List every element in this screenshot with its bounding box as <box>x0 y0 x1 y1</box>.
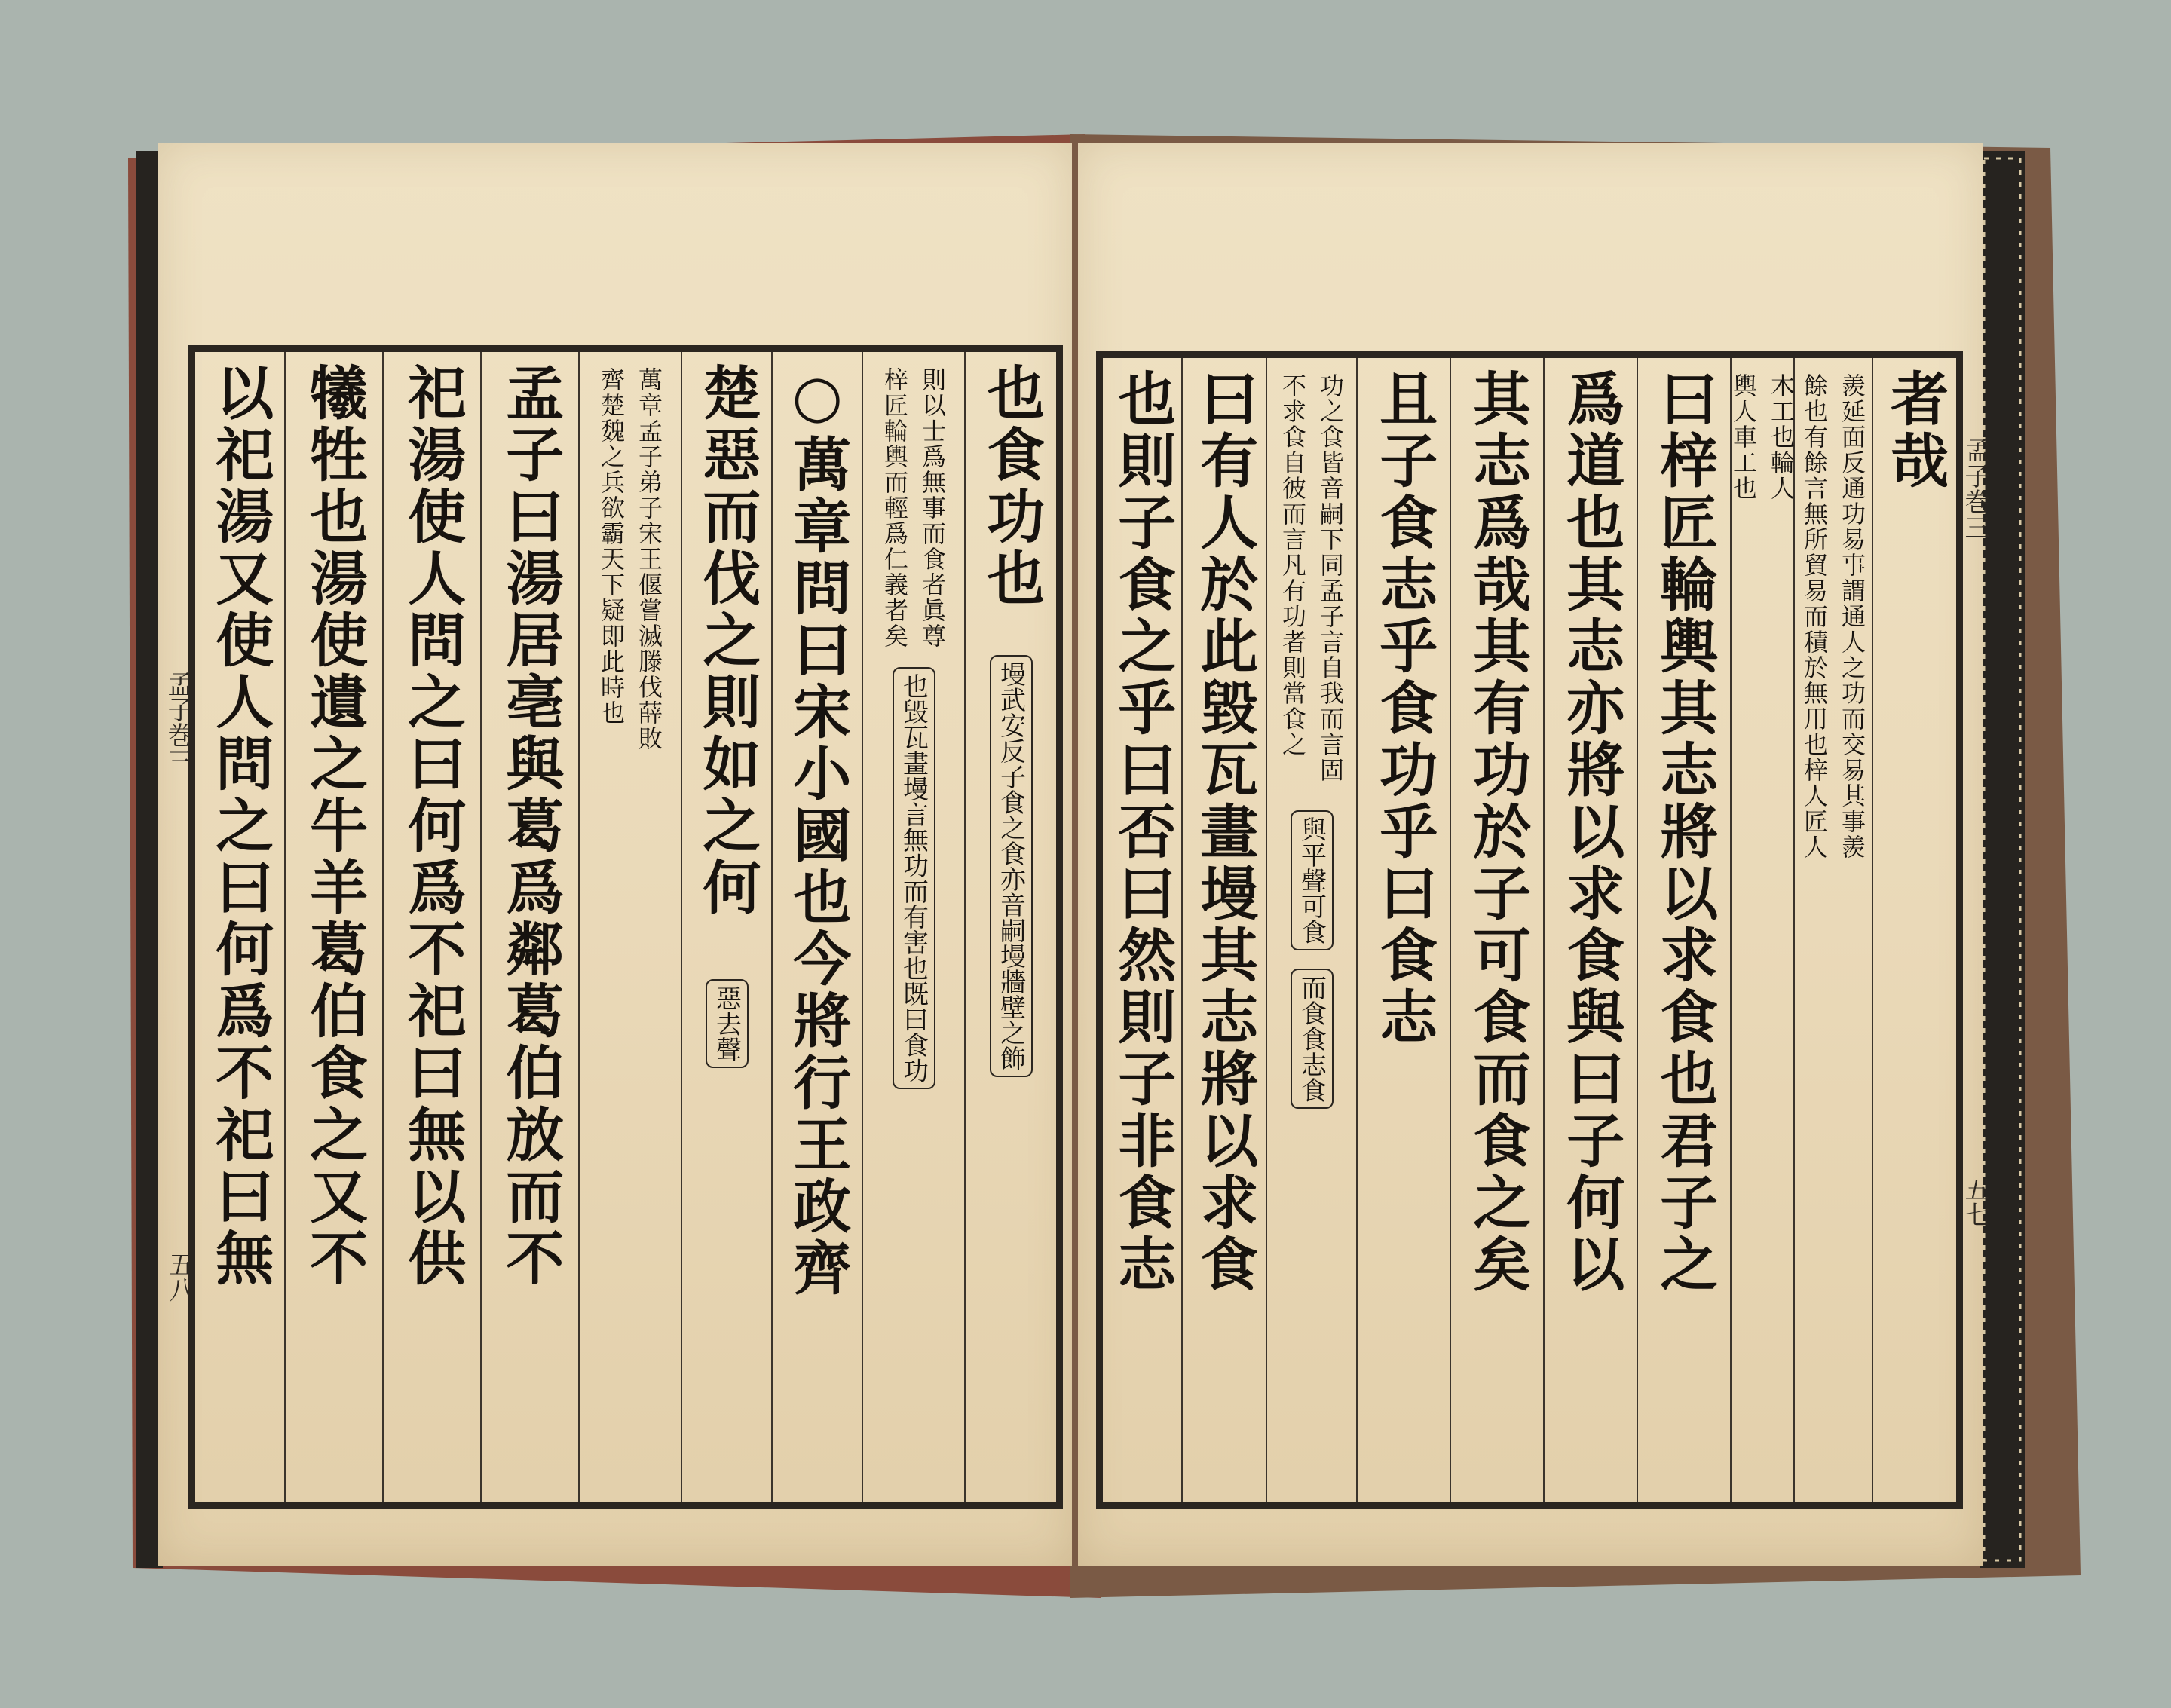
right-column-5 <box>1543 358 1637 1502</box>
note-pair <box>880 367 948 649</box>
right-column-10 <box>1103 358 1181 1502</box>
note-line: 梓匠輪輿而輕爲仁義者矣 <box>880 367 909 649</box>
right-column-7 <box>1356 358 1450 1502</box>
right-column-1 <box>1872 358 1956 1502</box>
main-text: 曰有人於此毀瓦畫墁其志將以求食 <box>1190 369 1259 1296</box>
note-line: 萬章孟子弟子宋王偃嘗滅滕伐薛敗 <box>635 367 663 751</box>
left-page <box>158 143 1072 1566</box>
note-line: 羨延面反通功易事謂通人之功而交易其事羨 <box>1838 373 1866 860</box>
note-line: 功之食皆音嗣下同孟子言自我而言固 <box>1316 373 1345 783</box>
left-text-frame <box>188 345 1063 1509</box>
right-text-frame <box>1096 351 1963 1509</box>
note-line: 木工也輪人 <box>1767 373 1796 501</box>
right-page <box>1078 143 1990 1566</box>
right-column-2 <box>1793 358 1872 1502</box>
right-column-6 <box>1450 358 1543 1502</box>
note-line: 則以士爲無事而食者眞尊 <box>918 367 947 649</box>
left-column-7 <box>382 352 480 1502</box>
main-text: 也食功也 <box>977 363 1046 610</box>
boxed-note: 與平聲可食 <box>1291 810 1334 950</box>
main-text: 且子食志乎食功乎曰食志 <box>1370 369 1438 1048</box>
main-text: 其志爲哉其有功於子可食而食之矣 <box>1463 369 1532 1296</box>
left-column-2 <box>862 352 964 1502</box>
left-column-3 <box>771 352 862 1502</box>
left-page-number: 五八 <box>164 1251 194 1302</box>
left-column-6 <box>480 352 578 1502</box>
left-column-8 <box>284 352 382 1502</box>
main-text: 者哉 <box>1881 369 1949 492</box>
right-page-number: 五七 <box>1960 1176 1990 1227</box>
main-text: 爲道也其志亦將以求食與曰子何以 <box>1557 369 1625 1296</box>
note-line: 餘也有餘言無所貿易而積於無用也梓人匠人 <box>1800 373 1829 860</box>
main-text: 祀湯使人問之曰何爲不祀曰無以供 <box>398 363 467 1290</box>
left-page-title-label: 孟子巻三 <box>163 671 193 773</box>
note-pair <box>1278 373 1346 783</box>
left-column-5 <box>578 352 681 1502</box>
left-column-1 <box>964 352 1056 1502</box>
boxed-note-continued: 而食食志食 <box>1291 969 1334 1109</box>
note-pair <box>1729 373 1796 501</box>
right-page-block <box>1980 151 2025 1568</box>
right-column-3 <box>1729 358 1796 1502</box>
main-text: 曰梓匠輪輿其志將以求食也君子之 <box>1650 369 1719 1296</box>
right-page-title-label: 孟子巻三 <box>1960 437 1990 540</box>
main-text: 也則子食之乎曰否曰然則子非食志 <box>1108 369 1177 1296</box>
left-column-9 <box>195 352 284 1502</box>
note-pair <box>1799 373 1867 860</box>
boxed-note: 也毀瓦畫墁言無功而有害也既曰食功 <box>893 667 935 1089</box>
right-column-9 <box>1181 358 1266 1502</box>
right-column-8 <box>1266 358 1356 1502</box>
main-text: 以祀湯又使人問之曰何爲不祀曰無 <box>206 363 274 1290</box>
note-line: 不求食自彼而言凡有功者則當食之 <box>1278 373 1307 758</box>
main-text: 犧牲也湯使遺之牛羊葛伯食之又不 <box>300 363 369 1290</box>
left-column-4 <box>681 352 771 1502</box>
main-text: 楚惡而伐之則如之何 <box>693 363 761 919</box>
note-line: 齊楚魏之兵欲霸天下疑即此時也 <box>597 367 626 726</box>
main-text: ○萬章問曰宋小國也今將行王政齊 <box>783 363 852 1299</box>
note-pair <box>596 367 664 751</box>
boxed-note: 墁武安反子食之食亦音嗣墁牆壁之飾 <box>990 655 1033 1077</box>
main-text: 孟子曰湯居亳與葛爲鄰葛伯放而不 <box>496 363 565 1290</box>
note-line: 輿人車工也 <box>1729 373 1758 501</box>
boxed-note: 惡去聲 <box>706 979 749 1068</box>
right-column-4 <box>1637 358 1730 1502</box>
